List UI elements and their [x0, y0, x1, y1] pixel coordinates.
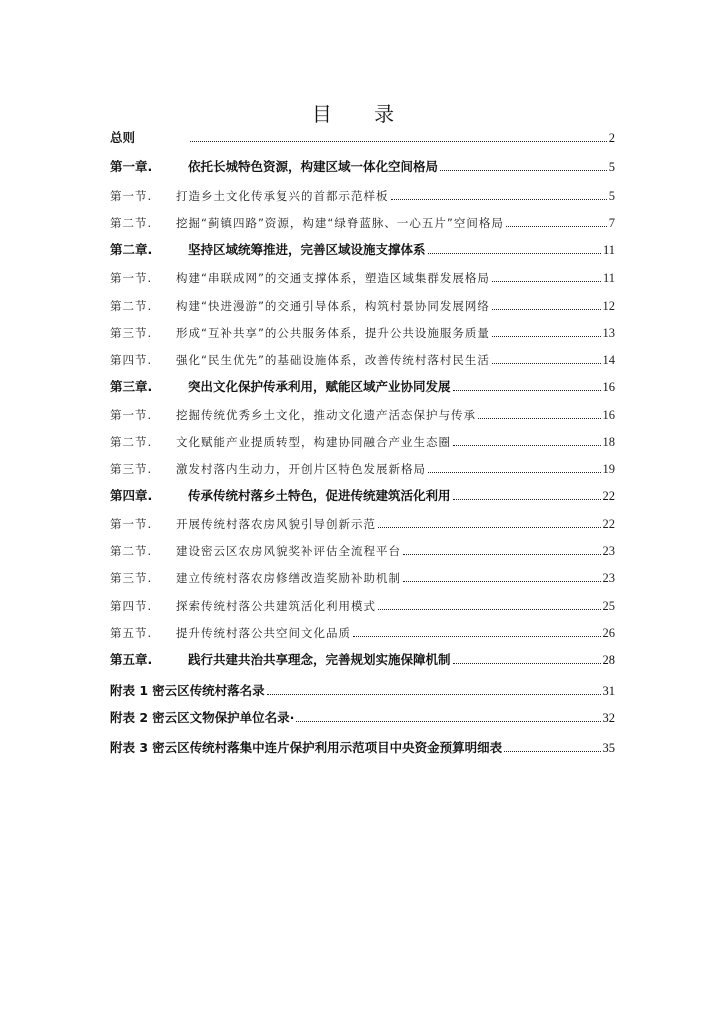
toc-entry-label: 第三节. [110, 571, 153, 585]
toc-entry-text: 构建“串联成网”的交通支撑体系，塑造区域集群发展格局 [176, 271, 490, 285]
toc-entry-text: 挖掘传统优秀乡土文化，推动文化遗产活态保护与传承 [176, 408, 476, 422]
dot-leader [478, 418, 601, 419]
toc-entry-text: 提升传统村落公共空间文化品质 [176, 626, 351, 640]
toc-entry-label: 第二节. [110, 299, 153, 313]
toc-entry-label: 第三节. [110, 462, 153, 476]
toc-entry-page-number: 12 [602, 299, 615, 313]
dot-leader [440, 170, 607, 171]
toc-entry-label: 第一节. [110, 517, 153, 531]
toc-entry[interactable] [110, 514, 615, 532]
dot-leader [403, 581, 601, 582]
toc-entry-label: 附表 1 [110, 683, 149, 698]
toc-entry-page-number: 26 [602, 626, 615, 640]
dot-leader [492, 336, 601, 337]
toc-entry[interactable] [110, 738, 615, 756]
toc-entry[interactable] [110, 323, 615, 341]
toc-entry-text: 探索传统村落公共建筑活化利用模式 [176, 599, 376, 613]
toc-entry-page-number: 19 [602, 462, 615, 476]
dot-leader [391, 199, 607, 200]
toc-entry-page-number: 23 [602, 544, 615, 558]
toc-entry-label: 第二节. [110, 216, 153, 230]
toc-entry-label: 第一节. [110, 408, 153, 422]
toc-entry-text: 建立传统村落农房修缮改造奖励补助机制 [176, 571, 401, 585]
toc-entry-page-number: 18 [602, 435, 615, 449]
dot-leader [453, 499, 601, 500]
toc-entry[interactable] [110, 377, 615, 395]
toc-entry-label: 第二节. [110, 544, 153, 558]
toc-entry[interactable] [110, 157, 615, 175]
toc-entry[interactable] [110, 296, 615, 314]
toc-entry-page-number: 5 [608, 189, 615, 203]
toc-entry-page-number: 23 [602, 571, 615, 585]
toc-entry[interactable] [110, 128, 615, 146]
toc-entry[interactable] [110, 432, 615, 450]
toc-entry-label: 第二章. [110, 242, 153, 257]
dot-leader [428, 472, 601, 473]
toc-entry[interactable] [110, 486, 615, 504]
toc-entry[interactable] [110, 568, 615, 586]
dot-leader [190, 141, 607, 142]
toc-entry-text: 开展传统村落农房风貌引导创新示范 [176, 517, 376, 531]
toc-entry-label: 第五节. [110, 626, 153, 640]
toc-entry-label: 附表 3 [110, 740, 149, 755]
toc-entry-text: 激发村落内生动力，开创片区特色发展新格局 [176, 462, 426, 476]
toc-entry-page-number: 16 [602, 408, 615, 422]
toc-entry-text: 构建“快进漫游”的交通引导体系，构筑村景协同发展网络 [176, 299, 490, 313]
dot-leader [453, 390, 601, 391]
toc-entry-label: 附表 2 [110, 710, 149, 725]
toc-entry-page-number: 7 [608, 216, 615, 230]
toc-entry[interactable] [110, 681, 615, 699]
toc-entry[interactable] [110, 186, 615, 204]
toc-entry-page-number: 14 [602, 353, 615, 367]
toc-entry-text: 密云区传统村落集中连片保护利用示范项目中央资金预算明细表 [152, 740, 503, 755]
toc-entry[interactable] [110, 268, 615, 286]
toc-entry-text: 强化“民生优先”的基础设施体系，改善传统村落村民生活 [176, 353, 490, 367]
toc-entry-page-number: 11 [602, 271, 615, 285]
toc-entry[interactable] [110, 459, 615, 477]
dot-leader [378, 609, 601, 610]
dot-leader [453, 663, 601, 664]
toc-entry-label: 第三节. [110, 326, 153, 340]
toc-entry[interactable] [110, 213, 615, 231]
toc-entry-label: 第四节. [110, 353, 153, 367]
toc-entry-label: 第四章. [110, 488, 153, 503]
toc-entry-text: 形成“互补共享”的公共服务体系，提升公共设施服务质量 [176, 326, 490, 340]
toc-entry-label: 第二节. [110, 435, 153, 449]
toc-entry-page-number: 13 [602, 326, 615, 340]
toc-entry-page-number: 2 [608, 131, 615, 145]
toc-entry-page-number: 32 [602, 711, 615, 725]
toc-entry-label: 总则 [110, 130, 136, 145]
toc-entry-page-number: 11 [602, 243, 615, 257]
toc-entry-text: 传承传统村落乡土特色，促进传统建筑活化利用 [188, 488, 451, 503]
toc-entry[interactable] [110, 596, 615, 614]
toc-entry-page-number: 28 [602, 653, 615, 667]
toc-entry-page-number: 31 [602, 684, 615, 698]
dot-leader [504, 751, 600, 752]
toc-entry-text: 践行共建共治共享理念，完善规划实施保障机制 [188, 652, 451, 667]
toc-entry-text: 坚持区域统筹推进，完善区域设施支撑体系 [188, 242, 426, 257]
toc-entry-text: 文化赋能产业提质转型，构建协同融合产业生态圈 [176, 435, 451, 449]
toc-entry-label: 第一节. [110, 271, 153, 285]
toc-entry-text: 密云区文物保护单位名录· [152, 710, 295, 725]
toc-entry-text: 挖掘“蓟镇四路”资源，构建“绿脊蓝脉、一心五片”空间格局 [176, 216, 504, 230]
dot-leader [492, 309, 601, 310]
toc-entry-text: 建设密云区农房风貌奖补评估全流程平台 [176, 544, 401, 558]
dot-leader [453, 445, 601, 446]
toc-entry-page-number: 5 [608, 160, 615, 174]
toc-entry-text: 突出文化保护传承利用，赋能区域产业协同发展 [188, 379, 451, 394]
toc-entry[interactable] [110, 623, 615, 641]
dot-leader [267, 694, 601, 695]
toc-entry-page-number: 35 [602, 741, 615, 755]
toc-entry[interactable] [110, 541, 615, 559]
toc-entry-text: 打造乡土文化传承复兴的首都示范样板 [176, 189, 389, 203]
dot-leader [428, 253, 601, 254]
toc-entry-page-number: 25 [602, 599, 615, 613]
toc-entry-page-number: 22 [602, 517, 615, 531]
dot-leader [506, 226, 607, 227]
toc-entry[interactable] [110, 240, 615, 258]
toc-entry-label: 第五章. [110, 652, 153, 667]
dot-leader [353, 636, 601, 637]
toc-entry[interactable] [110, 350, 615, 368]
toc-entry-page-number: 16 [602, 380, 615, 394]
toc-entry-page-number: 22 [602, 489, 615, 503]
dot-leader [492, 363, 601, 364]
toc-entry[interactable] [110, 650, 615, 668]
dot-leader [492, 281, 601, 282]
toc-entry-text: 依托长城特色资源，构建区域一体化空间格局 [188, 159, 439, 174]
toc-entry-label: 第一章. [110, 159, 153, 174]
toc-entry[interactable] [110, 405, 615, 423]
dot-leader [296, 721, 600, 722]
toc-entry-text: 密云区传统村落名录 [152, 683, 265, 698]
toc-entry-label: 第一节. [110, 189, 153, 203]
toc-entry[interactable] [110, 708, 615, 726]
toc-entry-label: 第三章. [110, 379, 153, 394]
dot-leader [378, 527, 601, 528]
dot-leader [403, 554, 601, 555]
toc-entry-label: 第四节. [110, 599, 153, 613]
toc-title: 目 录 [311, 102, 413, 126]
